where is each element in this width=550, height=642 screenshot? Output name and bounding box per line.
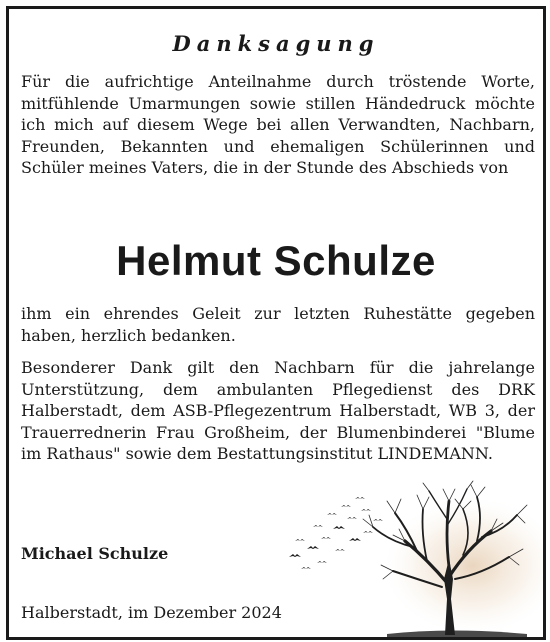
deceased-name: Helmut Schulze	[116, 237, 436, 284]
thanks-paragraph-intro: Für die aufrichtige Anteilnahme durch tröstende Worte, mitfühlende Umarmungen sowie stillen Händedruck möchte ich mich auf diesem Wege bei allen Verwandten, Nachbarn, Freunden, Bekannten und ehemaligen Schülerinnen und Schüler meines Vaters, die in der Stunde des Abschieds von	[21, 72, 535, 178]
place-date: Halberstadt, im Dezember 2024	[21, 603, 282, 622]
notice-heading: Danksagung	[172, 31, 380, 56]
bare-tree-with-birds-icon	[277, 479, 543, 637]
thanks-paragraph-closing: ihm ein ehrendes Geleit zur letzten Ruhestätte gegeben haben, herzlich bedanken.	[21, 304, 535, 345]
signature: Michael Schulze	[21, 544, 169, 563]
special-thanks-paragraph: Besonderer Dank gilt den Nachbarn für die jahrelange Unterstützung, dem ambulanten Pflegedienst des DRK Halberstadt, dem ASB-Pflegezentrum Halberstadt, WB 3, der Trauerrednerin Frau Großheim, der Blumenbinderei "Blume im Rathaus" sowie dem Bestattungsinstitut LINDEMANN.	[21, 358, 535, 464]
obituary-notice	[6, 6, 546, 640]
